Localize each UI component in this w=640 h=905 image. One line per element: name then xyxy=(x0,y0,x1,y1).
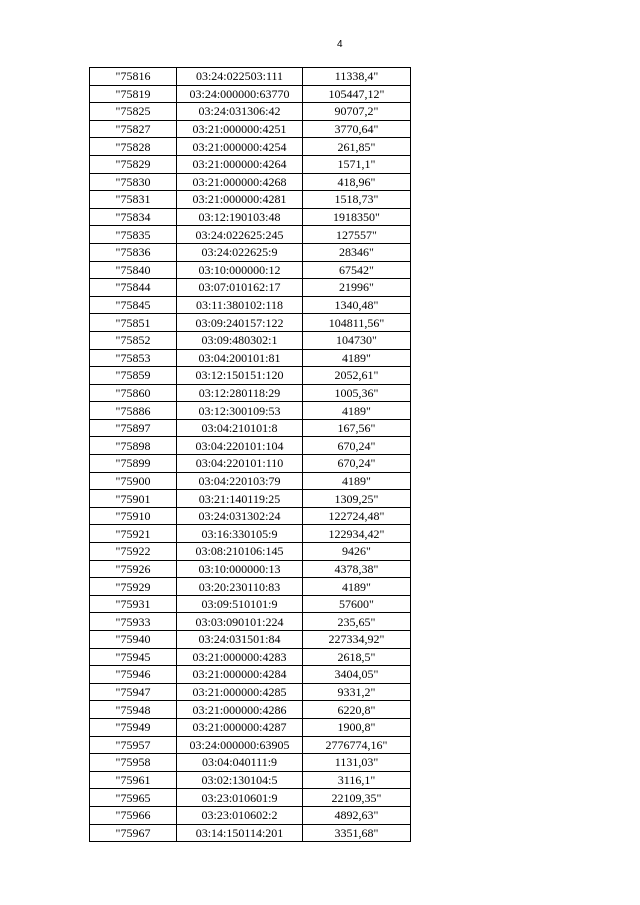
cadastral-number-cell: 03:21:000000:4283 xyxy=(177,648,303,666)
row-code-cell: "75933 xyxy=(90,613,177,631)
row-code-cell: "75926 xyxy=(90,560,177,578)
row-code-cell: "75851 xyxy=(90,314,177,332)
row-code-cell: "75949 xyxy=(90,718,177,736)
table-row xyxy=(90,560,411,578)
cadastral-number-cell: 03:04:220101:110 xyxy=(177,455,303,473)
cadastral-number-cell: 03:07:010162:17 xyxy=(177,279,303,297)
table-row xyxy=(90,437,411,455)
cadastral-number-cell: 03:24:031306:42 xyxy=(177,103,303,121)
row-code-cell: "75940 xyxy=(90,631,177,649)
table-row xyxy=(90,314,411,332)
area-cell: 4378,38" xyxy=(303,560,411,578)
row-code-cell: "75946 xyxy=(90,666,177,684)
table-row xyxy=(90,419,411,437)
area-cell: 1900,8" xyxy=(303,718,411,736)
area-cell: 122724,48" xyxy=(303,507,411,525)
table-row xyxy=(90,349,411,367)
row-code-cell: "75945 xyxy=(90,648,177,666)
table-row xyxy=(90,771,411,789)
cadastral-number-cell: 03:08:210106:145 xyxy=(177,543,303,561)
area-cell: 3404,05" xyxy=(303,666,411,684)
table-row xyxy=(90,455,411,473)
table-row xyxy=(90,666,411,684)
row-code-cell: "75897 xyxy=(90,419,177,437)
cadastral-number-cell: 03:21:000000:4254 xyxy=(177,138,303,156)
area-cell: 104730" xyxy=(303,331,411,349)
area-cell: 11338,4" xyxy=(303,68,411,86)
area-cell: 1131,03" xyxy=(303,754,411,772)
row-code-cell: "75886 xyxy=(90,402,177,420)
row-code-cell: "75827 xyxy=(90,120,177,138)
cadastral-number-cell: 03:20:230110:83 xyxy=(177,578,303,596)
table-row xyxy=(90,279,411,297)
cadastral-number-cell: 03:23:010602:2 xyxy=(177,806,303,824)
cadastral-number-cell: 03:21:000000:4285 xyxy=(177,683,303,701)
area-cell: 4189" xyxy=(303,402,411,420)
area-cell: 9331,2" xyxy=(303,683,411,701)
row-code-cell: "75835 xyxy=(90,226,177,244)
table-row xyxy=(90,402,411,420)
table-row xyxy=(90,331,411,349)
area-cell: 227334,92" xyxy=(303,631,411,649)
cadastral-number-cell: 03:04:210101:8 xyxy=(177,419,303,437)
area-cell: 122934,42" xyxy=(303,525,411,543)
area-cell: 2052,61" xyxy=(303,367,411,385)
row-code-cell: "75910 xyxy=(90,507,177,525)
cadastral-number-cell: 03:11:380102:118 xyxy=(177,296,303,314)
row-code-cell: "75921 xyxy=(90,525,177,543)
table-row xyxy=(90,226,411,244)
cadastral-number-cell: 03:21:000000:4286 xyxy=(177,701,303,719)
table-row xyxy=(90,243,411,261)
cadastral-number-cell: 03:04:040111:9 xyxy=(177,754,303,772)
row-code-cell: "75840 xyxy=(90,261,177,279)
row-code-cell: "75831 xyxy=(90,191,177,209)
table-row xyxy=(90,613,411,631)
cadastral-number-cell: 03:14:150114:201 xyxy=(177,824,303,842)
row-code-cell: "75922 xyxy=(90,543,177,561)
row-code-cell: "75819 xyxy=(90,85,177,103)
area-cell: 22109,35" xyxy=(303,789,411,807)
parcel-table xyxy=(89,67,411,842)
table-row xyxy=(90,103,411,121)
table-row xyxy=(90,472,411,490)
table-row xyxy=(90,208,411,226)
row-code-cell: "75966 xyxy=(90,806,177,824)
row-code-cell: "75853 xyxy=(90,349,177,367)
row-code-cell: "75830 xyxy=(90,173,177,191)
row-code-cell: "75899 xyxy=(90,455,177,473)
row-code-cell: "75834 xyxy=(90,208,177,226)
area-cell: 235,65" xyxy=(303,613,411,631)
row-code-cell: "75957 xyxy=(90,736,177,754)
table-row xyxy=(90,718,411,736)
cadastral-number-cell: 03:03:090101:224 xyxy=(177,613,303,631)
area-cell: 9426" xyxy=(303,543,411,561)
area-cell: 2618,5" xyxy=(303,648,411,666)
cadastral-number-cell: 03:21:000000:4281 xyxy=(177,191,303,209)
area-cell: 57600" xyxy=(303,595,411,613)
cadastral-number-cell: 03:10:000000:12 xyxy=(177,261,303,279)
table-row xyxy=(90,754,411,772)
page-number: 4 xyxy=(337,39,343,50)
row-code-cell: "75825 xyxy=(90,103,177,121)
area-cell: 1918350" xyxy=(303,208,411,226)
cadastral-number-cell: 03:12:150151:120 xyxy=(177,367,303,385)
row-code-cell: "75829 xyxy=(90,155,177,173)
area-cell: 4892,63" xyxy=(303,806,411,824)
area-cell: 4189" xyxy=(303,578,411,596)
area-cell: 418,96" xyxy=(303,173,411,191)
cadastral-number-cell: 03:09:480302:1 xyxy=(177,331,303,349)
table-row xyxy=(90,525,411,543)
area-cell: 3770,64" xyxy=(303,120,411,138)
cadastral-number-cell: 03:09:510101:9 xyxy=(177,595,303,613)
area-cell: 6220,8" xyxy=(303,701,411,719)
table-row xyxy=(90,648,411,666)
table-row xyxy=(90,736,411,754)
cadastral-number-cell: 03:21:000000:4264 xyxy=(177,155,303,173)
cadastral-number-cell: 03:24:031501:84 xyxy=(177,631,303,649)
row-code-cell: "75967 xyxy=(90,824,177,842)
table-row xyxy=(90,296,411,314)
area-cell: 1518,73" xyxy=(303,191,411,209)
cadastral-number-cell: 03:16:330105:9 xyxy=(177,525,303,543)
area-cell: 4189" xyxy=(303,472,411,490)
area-cell: 67542" xyxy=(303,261,411,279)
cadastral-number-cell: 03:21:000000:4268 xyxy=(177,173,303,191)
cadastral-number-cell: 03:12:300109:53 xyxy=(177,402,303,420)
row-code-cell: "75900 xyxy=(90,472,177,490)
row-code-cell: "75948 xyxy=(90,701,177,719)
table-row xyxy=(90,155,411,173)
row-code-cell: "75947 xyxy=(90,683,177,701)
row-code-cell: "75845 xyxy=(90,296,177,314)
table-row xyxy=(90,507,411,525)
row-code-cell: "75836 xyxy=(90,243,177,261)
table-row xyxy=(90,367,411,385)
cadastral-number-cell: 03:12:190103:48 xyxy=(177,208,303,226)
area-cell: 4189" xyxy=(303,349,411,367)
area-cell: 167,56" xyxy=(303,419,411,437)
area-cell: 3351,68" xyxy=(303,824,411,842)
area-cell: 261,85" xyxy=(303,138,411,156)
cadastral-number-cell: 03:24:000000:63770 xyxy=(177,85,303,103)
area-cell: 127557" xyxy=(303,226,411,244)
area-cell: 1005,36" xyxy=(303,384,411,402)
cadastral-number-cell: 03:24:000000:63905 xyxy=(177,736,303,754)
area-cell: 90707,2" xyxy=(303,103,411,121)
row-code-cell: "75901 xyxy=(90,490,177,508)
cadastral-number-cell: 03:24:022625:9 xyxy=(177,243,303,261)
table-row xyxy=(90,120,411,138)
area-cell: 670,24" xyxy=(303,437,411,455)
cadastral-number-cell: 03:21:000000:4287 xyxy=(177,718,303,736)
cadastral-number-cell: 03:21:000000:4251 xyxy=(177,120,303,138)
table-row xyxy=(90,631,411,649)
parcel-table-body xyxy=(90,68,411,842)
table-row xyxy=(90,191,411,209)
table-row xyxy=(90,384,411,402)
row-code-cell: "75859 xyxy=(90,367,177,385)
cadastral-number-cell: 03:12:280118:29 xyxy=(177,384,303,402)
area-cell: 105447,12" xyxy=(303,85,411,103)
cadastral-number-cell: 03:04:220103:79 xyxy=(177,472,303,490)
row-code-cell: "75860 xyxy=(90,384,177,402)
table-row xyxy=(90,543,411,561)
area-cell: 670,24" xyxy=(303,455,411,473)
row-code-cell: "75965 xyxy=(90,789,177,807)
table-row xyxy=(90,173,411,191)
table-row xyxy=(90,701,411,719)
row-code-cell: "75844 xyxy=(90,279,177,297)
row-code-cell: "75929 xyxy=(90,578,177,596)
table-row xyxy=(90,824,411,842)
area-cell: 2776774,16" xyxy=(303,736,411,754)
area-cell: 21996" xyxy=(303,279,411,297)
cadastral-number-cell: 03:04:220101:104 xyxy=(177,437,303,455)
cadastral-number-cell: 03:09:240157:122 xyxy=(177,314,303,332)
row-code-cell: "75931 xyxy=(90,595,177,613)
area-cell: 104811,56" xyxy=(303,314,411,332)
cadastral-number-cell: 03:23:010601:9 xyxy=(177,789,303,807)
cadastral-number-cell: 03:21:140119:25 xyxy=(177,490,303,508)
area-cell: 1571,1" xyxy=(303,155,411,173)
table-row xyxy=(90,595,411,613)
row-code-cell: "75816 xyxy=(90,68,177,86)
cadastral-number-cell: 03:21:000000:4284 xyxy=(177,666,303,684)
row-code-cell: "75958 xyxy=(90,754,177,772)
cadastral-number-cell: 03:04:200101:81 xyxy=(177,349,303,367)
cadastral-number-cell: 03:24:022625:245 xyxy=(177,226,303,244)
row-code-cell: "75898 xyxy=(90,437,177,455)
area-cell: 1340,48" xyxy=(303,296,411,314)
table-row xyxy=(90,138,411,156)
cadastral-number-cell: 03:24:031302:24 xyxy=(177,507,303,525)
table-row xyxy=(90,578,411,596)
table-row xyxy=(90,490,411,508)
row-code-cell: "75828 xyxy=(90,138,177,156)
row-code-cell: "75961 xyxy=(90,771,177,789)
table-row xyxy=(90,806,411,824)
cadastral-number-cell: 03:24:022503:111 xyxy=(177,68,303,86)
table-row xyxy=(90,683,411,701)
area-cell: 1309,25" xyxy=(303,490,411,508)
area-cell: 28346" xyxy=(303,243,411,261)
table-row xyxy=(90,261,411,279)
cadastral-number-cell: 03:02:130104:5 xyxy=(177,771,303,789)
table-row xyxy=(90,68,411,86)
table-row xyxy=(90,789,411,807)
area-cell: 3116,1" xyxy=(303,771,411,789)
table-row xyxy=(90,85,411,103)
row-code-cell: "75852 xyxy=(90,331,177,349)
cadastral-number-cell: 03:10:000000:13 xyxy=(177,560,303,578)
